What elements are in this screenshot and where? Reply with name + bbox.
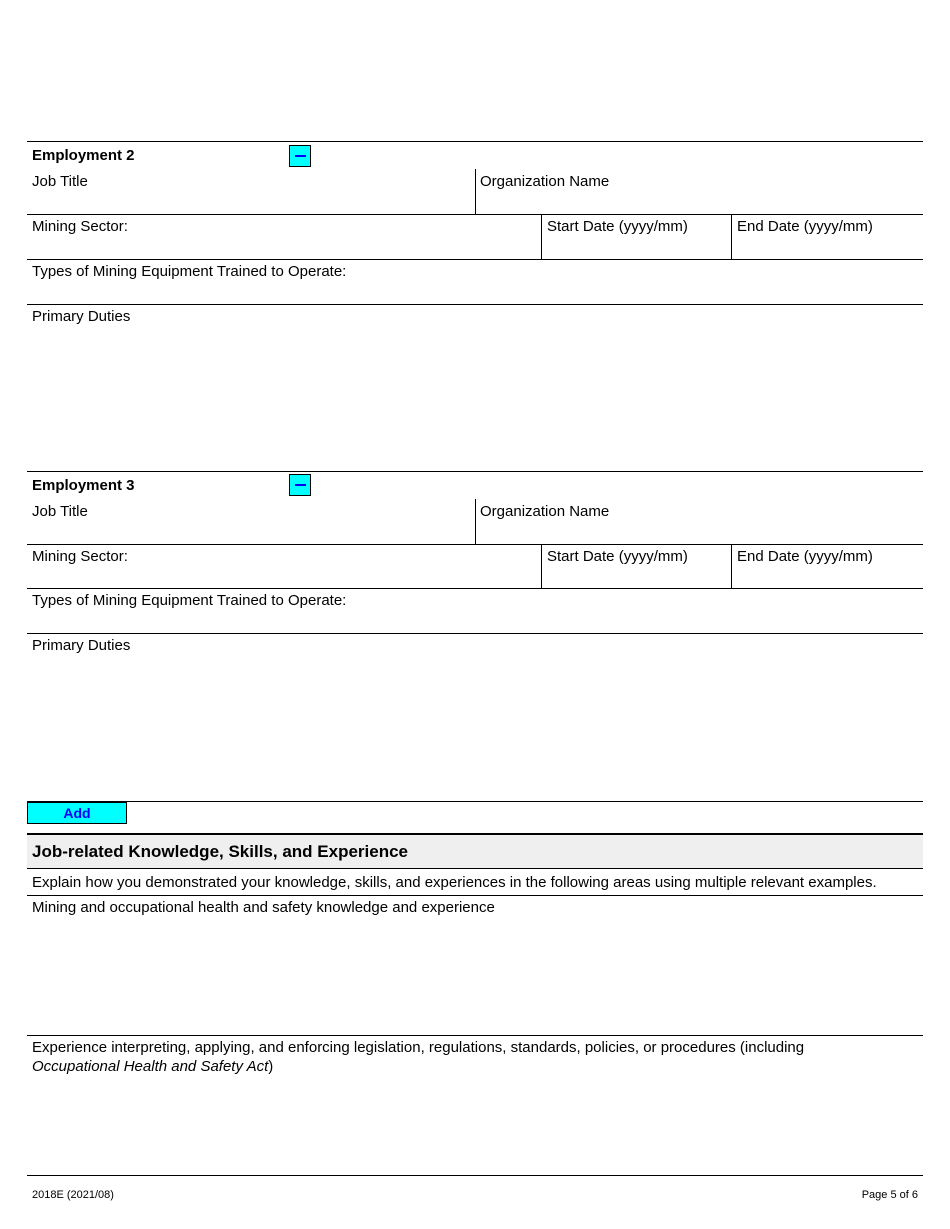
start-date-field-3[interactable] xyxy=(542,567,730,588)
legislation-experience-field[interactable] xyxy=(27,1078,923,1173)
page-number: Page 5 of 6 xyxy=(861,1189,918,1201)
job-title-field-3[interactable] xyxy=(27,522,474,543)
ohs-knowledge-field[interactable] xyxy=(27,918,923,1033)
section-title: Job-related Knowledge, Skills, and Experience xyxy=(32,842,409,861)
divider xyxy=(27,868,923,869)
divider xyxy=(27,141,923,142)
end-date-label: End Date (yyyy/mm) xyxy=(737,548,873,565)
divider xyxy=(27,544,923,545)
end-date-field-2[interactable] xyxy=(732,237,922,258)
primary-duties-field-2[interactable] xyxy=(27,328,923,468)
legislation-experience-label-cont xyxy=(32,1058,273,1076)
divider xyxy=(27,588,923,589)
remove-employment-2-button[interactable] xyxy=(289,145,311,167)
end-date-label: End Date (yyyy/mm) xyxy=(737,218,873,235)
primary-duties-label: Primary Duties xyxy=(32,308,131,325)
equipment-field-3[interactable] xyxy=(27,611,923,632)
divider xyxy=(27,214,923,215)
divider xyxy=(27,633,923,634)
divider xyxy=(27,259,923,260)
organization-name-field-3[interactable] xyxy=(476,522,922,543)
minus-icon xyxy=(295,484,306,486)
end-date-field-3[interactable] xyxy=(732,567,922,588)
divider xyxy=(27,304,923,305)
ohs-knowledge-label: Mining and occupational health and safety knowledge and experience xyxy=(32,899,495,916)
legislation-experience-label: Experience interpreting, applying, and enforcing legislation, regulations, standards, policies, or procedures (including xyxy=(32,1039,805,1056)
primary-duties-label: Primary Duties xyxy=(32,637,131,654)
primary-duties-field-3[interactable] xyxy=(27,657,923,797)
mining-sector-label: Mining Sector: xyxy=(32,548,128,565)
organization-name-label: Organization Name xyxy=(480,503,610,520)
organization-name-field-2[interactable] xyxy=(476,192,922,213)
equipment-label: Types of Mining Equipment Trained to Operate: xyxy=(32,592,347,609)
divider xyxy=(27,895,923,896)
job-title-label: Job Title xyxy=(32,173,88,190)
section-instructions: Explain how you demonstrated your knowledge, skills, and experiences in the following areas using multiple relevant examples. xyxy=(32,874,877,891)
equipment-field-2[interactable] xyxy=(27,282,923,303)
divider xyxy=(27,1175,923,1176)
job-title-label: Job Title xyxy=(32,503,88,520)
mining-sector-field-2[interactable] xyxy=(27,237,540,258)
job-title-field-2[interactable] xyxy=(27,192,474,213)
start-date-label: Start Date (yyyy/mm) xyxy=(547,548,688,565)
divider xyxy=(27,1035,923,1036)
employment-3-heading: Employment 3 xyxy=(32,477,135,494)
divider xyxy=(27,471,923,472)
start-date-field-2[interactable] xyxy=(542,237,730,258)
divider xyxy=(27,801,923,802)
employment-2-heading: Employment 2 xyxy=(32,147,135,164)
closing-paren: ) xyxy=(268,1058,274,1075)
mining-sector-label: Mining Sector: xyxy=(32,218,128,235)
mining-sector-field-3[interactable] xyxy=(27,567,540,588)
remove-employment-3-button[interactable] xyxy=(289,474,311,496)
start-date-label: Start Date (yyyy/mm) xyxy=(547,218,688,235)
organization-name-label: Organization Name xyxy=(480,173,610,190)
form-id: 2018E (2021/08) xyxy=(32,1189,114,1201)
act-name: Occupational Health and Safety Act xyxy=(32,1058,269,1075)
minus-icon xyxy=(295,155,306,157)
add-employment-button[interactable]: Add xyxy=(27,802,127,824)
equipment-label: Types of Mining Equipment Trained to Operate: xyxy=(32,263,347,280)
